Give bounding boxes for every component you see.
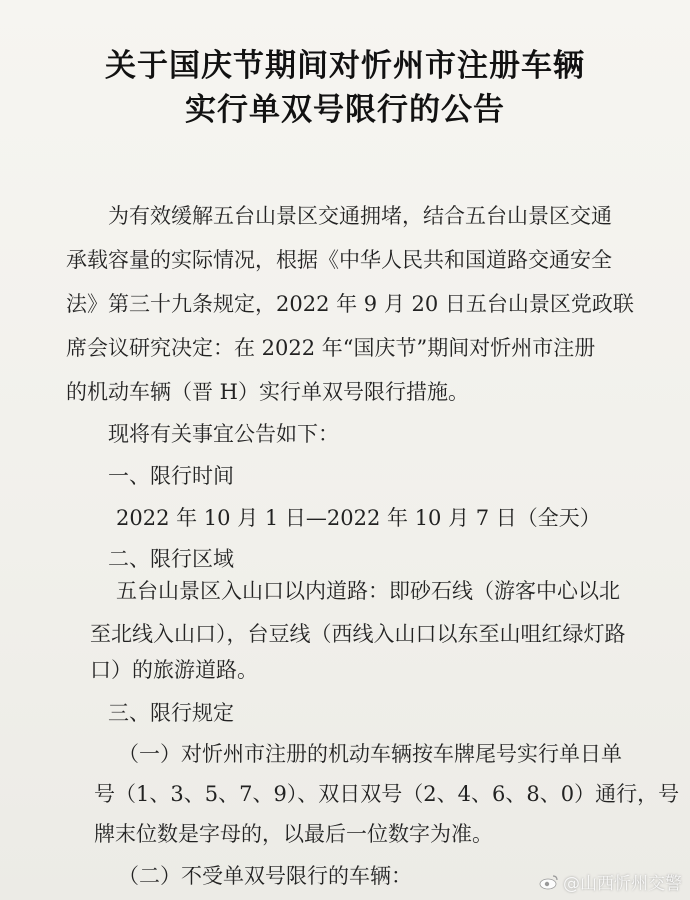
document-title-line-1: 关于国庆节期间对忻州市注册车辆 [105,48,585,84]
weibo-watermark [539,869,682,894]
restriction-area-line: 五台山景区入山口以内道路：即砂石线（游客中心以北 [116,579,620,603]
rules-subheading-exempt: （二）不受单双号限行的车辆： [118,864,412,888]
weibo-icon [539,874,559,890]
paragraph-line: 为有效缓解五台山景区交通拥堵，结合五台山景区交通 [108,204,612,228]
paragraph-line: 承载容量的实际情况，根据《中华人民共和国道路交通安全 [66,248,612,272]
rules-line: （一）对忻州市注册的机动车辆按车牌尾号实行单日单 [118,742,622,766]
restriction-time-text: 2022 年 10 月 1 日—2022 年 10 月 7 日（全天） [116,506,601,530]
rules-line: 牌末位数是字母的，以最后一位数字为准。 [94,822,493,846]
paragraph-line: 的机动车辆（晋 H）实行单双号限行措施。 [66,380,469,404]
rules-line: 号（1、3、5、7、9）、双日双号（2、4、6、8、0）通行，号 [94,782,680,806]
announce-text: 现将有关事宜公告如下： [108,422,339,446]
section-heading-area: 二、限行区域 [108,547,234,571]
paragraph-line: 席会议研究决定：在 2022 年“国庆节”期间对忻州市注册 [66,336,596,360]
watermark-text: @山西忻州交警 [563,874,682,894]
section-heading-time: 一、限行时间 [108,464,234,488]
restriction-area-line: 至北线入山口），台豆线（西线入山口以东至山咀红绿灯路 [90,622,626,646]
paragraph-line: 法》第三十九条规定，2022 年 9 月 20 日五台山景区党政联 [66,292,634,316]
section-heading-rules: 三、限行规定 [108,701,234,725]
document-title-line-2: 实行单双号限行的公告 [185,92,505,128]
restriction-area-line: 口）的旅游道路。 [90,658,258,682]
